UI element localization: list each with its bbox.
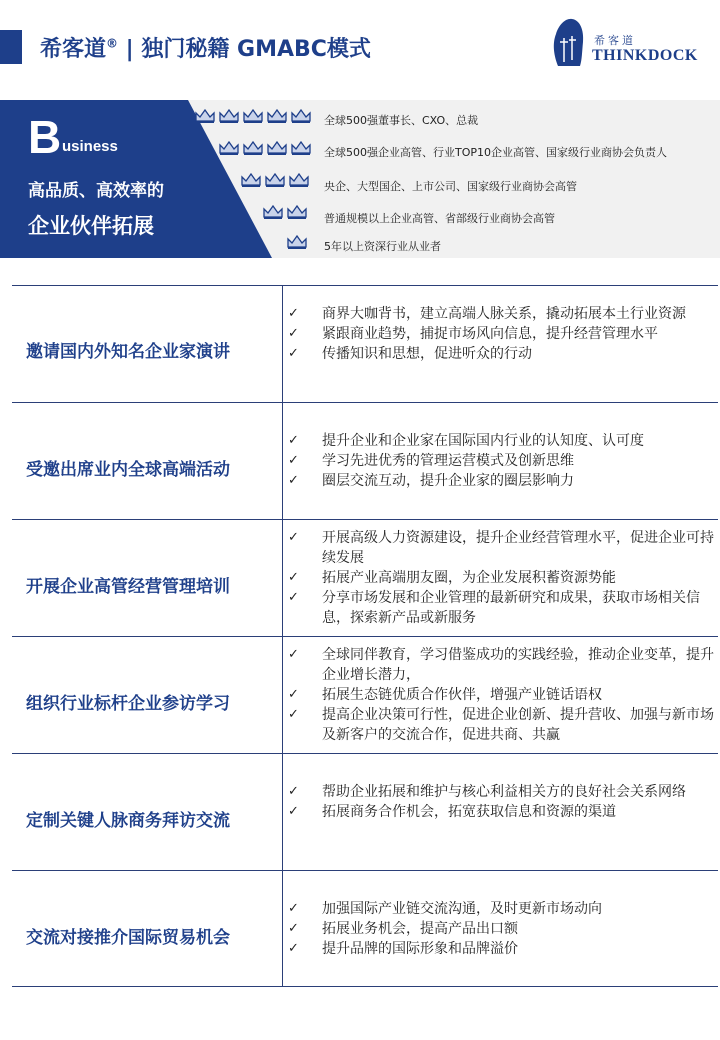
list-item: ✓ 拓展商务合作机会，拓宽获取信息和资源的渠道 <box>288 804 616 820</box>
list-item: ✓ 商界大咖背书，建立高端人脉关系，撬动拓展本土行业资源 <box>288 306 686 322</box>
table-row <box>12 753 718 870</box>
list-item: ✓ 加强国际产业链交流沟通，及时更新市场动向 <box>288 901 602 917</box>
crown-group <box>194 108 312 128</box>
check-icon: ✓ <box>288 326 299 341</box>
crown-icon <box>264 172 286 188</box>
list-item: ✓ 拓展生态链优质合作伙伴，增强产业链话语权 <box>288 687 602 703</box>
check-icon: ✓ <box>288 306 299 321</box>
crown-icon <box>290 108 312 124</box>
header-accent-bar <box>0 30 22 64</box>
row-divider <box>282 754 283 870</box>
check-icon: ✓ <box>288 570 299 585</box>
tier-text: 全球500强企业高管、行业TOP10企业高管、国家级行业商协会负责人 <box>324 146 668 159</box>
crown-icon <box>266 140 288 156</box>
row-divider <box>282 637 283 753</box>
crown-group <box>218 140 312 160</box>
list-item: ✓ 提高企业决策可行性，促进企业创新、提升营收、加强与新市场及新客户的交流合作，促进共商、共赢 <box>288 707 714 743</box>
bullet-list <box>288 782 716 822</box>
table-row <box>12 636 718 753</box>
table-row <box>12 285 718 402</box>
check-icon: ✓ <box>288 921 299 936</box>
check-icon: ✓ <box>288 901 299 916</box>
crown-group <box>262 204 308 224</box>
check-icon: ✓ <box>288 453 299 468</box>
tier-text: 5年以上资深行业从业者 <box>324 240 441 253</box>
table-row <box>12 402 718 519</box>
crown-icon <box>194 108 216 124</box>
check-icon: ✓ <box>288 687 299 702</box>
check-icon: ✓ <box>288 707 299 722</box>
crown-icon <box>286 204 308 220</box>
check-icon: ✓ <box>288 804 299 819</box>
crown-icon <box>240 172 262 188</box>
tier-row <box>0 172 720 192</box>
table-row <box>12 870 718 987</box>
row-title: 组织行业标杆企业参访学习 <box>26 694 230 714</box>
page-header <box>0 0 720 90</box>
tier-row <box>0 204 720 224</box>
table-row <box>12 519 718 636</box>
check-icon: ✓ <box>288 433 299 448</box>
crown-icon <box>218 108 240 124</box>
crown-icon <box>262 204 284 220</box>
check-icon: ✓ <box>288 647 299 662</box>
tier-text: 央企、大型国企、上市公司、国家级行业商协会高管 <box>324 180 577 193</box>
tier-text: 全球500强董事长、CXO、总裁 <box>324 114 479 127</box>
list-item: ✓ 提升品牌的国际形象和品牌溢价 <box>288 941 518 957</box>
list-item: ✓ 圈层交流互动，提升企业家的圈层影响力 <box>288 473 574 489</box>
tier-row <box>0 108 720 128</box>
list-item: ✓ 拓展产业高端朋友圈，为企业发展积蓄资源势能 <box>288 570 616 586</box>
check-icon: ✓ <box>288 473 299 488</box>
list-item: ✓ 开展高级人力资源建设，提升企业经营管理水平，促进企业可持续发展 <box>288 530 714 566</box>
banner-subtitle: 高品质、高效率的 <box>28 181 164 201</box>
row-title: 开展企业高管经营管理培训 <box>26 577 230 597</box>
crown-icon <box>266 108 288 124</box>
crown-icon <box>290 140 312 156</box>
business-initial: B <box>28 111 62 163</box>
list-item: ✓ 紧跟商业趋势，捕捉市场风向信息，提升经营管理水平 <box>288 326 658 342</box>
crown-icon <box>286 234 308 250</box>
logo-stone-icon <box>552 16 586 68</box>
list-item: ✓ 分享市场发展和企业管理的最新研究和成果，获取市场相关信息，探索新产品或新服务 <box>288 590 700 626</box>
list-item: ✓ 拓展业务机会，提高产品出口额 <box>288 921 518 937</box>
business-banner <box>0 100 720 258</box>
row-divider <box>282 520 283 636</box>
list-item: ✓ 帮助企业拓展和维护与核心利益相关方的良好社会关系网络 <box>288 784 686 800</box>
bullet-list <box>288 645 716 745</box>
row-divider <box>282 286 283 402</box>
check-icon: ✓ <box>288 590 299 605</box>
check-icon: ✓ <box>288 530 299 545</box>
list-item: ✓ 全球同伴教育，学习借鉴成功的实践经验，推动企业变革，提升企业增长潜力， <box>288 647 714 683</box>
crown-icon <box>288 172 310 188</box>
crown-icon <box>218 140 240 156</box>
bullet-list <box>288 528 716 628</box>
banner-main-title: 企业伙伴拓展 <box>28 214 154 238</box>
row-divider <box>282 871 283 986</box>
crown-group <box>286 234 308 254</box>
crown-icon <box>242 108 264 124</box>
list-item: ✓ 提升企业和企业家在国际国内行业的认知度、认可度 <box>288 433 644 449</box>
tier-row <box>0 140 720 160</box>
row-title: 邀请国内外知名企业家演讲 <box>26 342 230 362</box>
bullet-list <box>288 304 716 364</box>
row-title: 定制关键人脉商务拜访交流 <box>26 811 230 831</box>
row-title: 受邀出席业内全球高端活动 <box>26 460 230 480</box>
list-item: ✓ 传播知识和思想，促进听众的行动 <box>288 346 532 362</box>
bullet-list <box>288 899 716 959</box>
bullet-list <box>288 431 716 491</box>
page-title: 希客道® | 独门秘籍 GMABC模式 <box>40 36 371 62</box>
tier-row <box>0 234 720 254</box>
row-title: 交流对接推介国际贸易机会 <box>26 928 230 948</box>
check-icon: ✓ <box>288 784 299 799</box>
crown-group <box>240 172 310 192</box>
check-icon: ✓ <box>288 346 299 361</box>
crown-icon <box>242 140 264 156</box>
thinkdock-logo <box>552 14 702 74</box>
logo-english-text: THINKDOCK <box>592 47 698 64</box>
tier-text: 普通规模以上企业高管、省部级行业商协会高管 <box>324 212 555 225</box>
business-word: usiness <box>62 138 118 155</box>
list-item: ✓ 学习先进优秀的管理运营模式及创新思维 <box>288 453 574 469</box>
logo-chinese-text: 希客道 <box>594 34 636 47</box>
row-divider <box>282 403 283 519</box>
check-icon: ✓ <box>288 941 299 956</box>
